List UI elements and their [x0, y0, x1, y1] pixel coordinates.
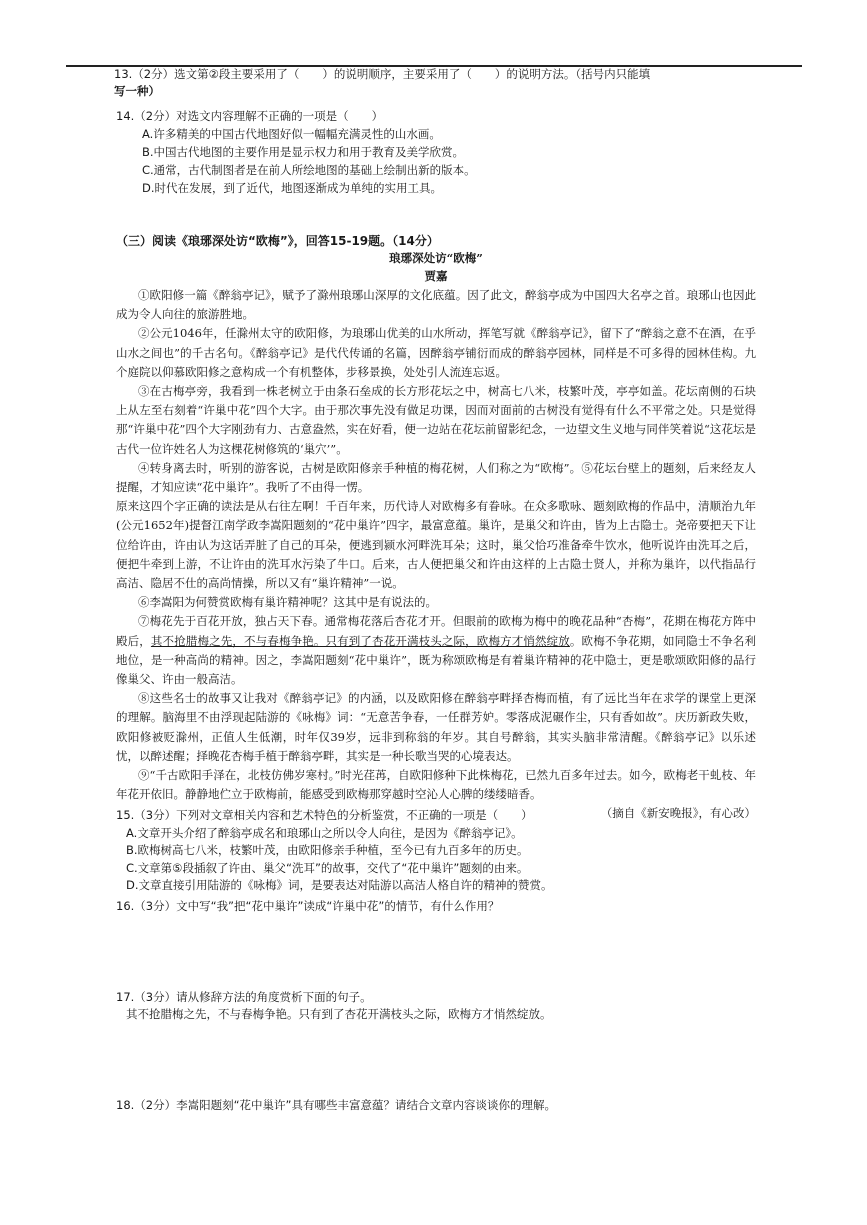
q16-stem: 16.（3分）文中写“我”把“花中巢许”读成“许巢中花”的情节，有什么作用？ [116, 899, 500, 913]
article-paragraph-3: ③在古梅亭旁，我看到一株老树立于由条石垒成的长方形花坛之中，树高七八米，枝繁叶茂，亭亭如盖。花坛南侧的石块上从左至右刻着“许巢中花”四个大字。由于那次事先没有做足功课，因而对面前的古树没有觉得有什么不平常之处。只是觉得那“许巢中花”四个大字刚劲有力、古意盎然，实在好看，便一边站在花坛前留影纪念，一边望文生义地与同伴笑着说“这花坛是古代一位许姓名人为这棵花树修筑的‘巢穴’”。 [116, 384, 756, 456]
article-paragraph-4: ④转身离去时，听别的游客说，古树是欧阳修亲手种植的梅花树，人们称之为“欧梅”。⑤花坛台壁上的题刻，后来经友人提醒，才知应读“花中巢许”。我听了不由得一愣。 [116, 460, 756, 495]
q15-option-d: D.文章直接引用陆游的《咏梅》词，是要表达对陆游以高洁人格自许的精神的赞赏。 [126, 878, 553, 892]
question-16 [116, 898, 756, 915]
article-author: 贾嘉 [424, 269, 448, 283]
q18-stem: 18.（2分）李嵩阳题刻“花中巢许”具有哪些丰富意蕴？请结合文章内容谈谈你的理解。 [116, 1098, 557, 1112]
q15-option-c: C.文章第⑤段插叙了许由、巢父“洗耳”的故事，交代了“花中巢许”题刻的由来。 [126, 860, 529, 875]
section-3-heading: （三）阅读《琅琊深处访“欧梅”》，回答15-19题。（14分） [116, 234, 439, 248]
para7-part-a: ⑦梅花先于百花开放，独占天下春。通常梅花落后杏花才开。但眼前的欧梅为梅中的晚花品种“杏梅”，花期在梅花方阵中殿后， [116, 614, 756, 648]
q14-option-a: A.许多精美的中国古代地图好似一幅幅充满灵性的山水画。 [142, 127, 441, 141]
q17-stem: 17.（3分）请从修辞方法的角度赏析下面的句子。 [116, 990, 372, 1004]
q15-option-a: A.文章开头介绍了醉翁亭成名和琅琊山之所以令人向往，是因为《醉翁亭记》。 [126, 825, 523, 840]
question-13 [116, 66, 756, 100]
question-14 [116, 107, 756, 197]
q14-option-c: C.通常，古代制图者是在前人所绘地图的基础上绘制出新的版本。 [142, 163, 476, 177]
article-paragraph-8: ⑧这些名士的故事又让我对《醉翁亭记》的内涵，以及欧阳修在醉翁亭畔择杏梅而植，有了远比当年在求学的课堂上更深的理解。脑海里不由浮现起陆游的《咏梅》词：“无意苦争春，一任群芳妒。零落成泥碾作尘，只有香如故”。庆历新政失败，欧阳修被贬滁州，正值人生低潮，时年仅39岁，远非到称翁的年岁。其自号醉翁，其实头脑非常清醒。《醉翁亭记》以乐述忧，以醉述醒；择晚花杏梅手植于醉翁亭畔，其实是一种长歌当哭的心境表达。 [116, 691, 756, 763]
para7-underlined-sentence: 其不抢腊梅之先，不与春梅争艳。只有到了杏花开满枝头之际，欧梅方才悄然绽放 [150, 633, 570, 648]
question-17 [116, 989, 756, 1023]
article-source: （摘自《新安晚报》，有心改） [600, 806, 756, 821]
q15-stem: 15.（3分）下列对文章相关内容和艺术特色的分析鉴赏，不正确的一项是（ ） [116, 808, 533, 822]
article-title: 琅琊深处访“欧梅” [389, 251, 483, 265]
question-15 [116, 807, 756, 895]
question-18 [116, 1097, 756, 1114]
article-paragraph-1: ①欧阳修一篇《醉翁亭记》，赋予了滁州琅琊山深厚的文化底蕴。因了此文，醉翁亭成为中国四大名亭之首。琅琊山也因此成为令人向往的旅游胜地。 [116, 288, 756, 322]
q13-line2: 写一种） [114, 84, 160, 98]
q14-option-b: B.中国古代地图的主要作用是显示权力和用于教育及美学欣赏。 [142, 145, 465, 159]
article-paragraph-5: 原来这四个字正确的读法是从右往左啊！千百年来，历代诗人对欧梅多有眷咏。在众多歌咏、题刻欧梅的作品中，清顺治九年(公元1652年)提督江南学政李嵩阳题刻的“花中巢许”四字，最富意蕴。巢许，是巢父和许由，皆为上古隐士。尧帝要把天下让位给许由，许由认为这话弄脏了自己的耳朵，便逃到颍水河畔洗耳朵；这时，巢父恰巧准备牵牛饮水，他听说许由洗耳之后，便把牛牵到上游，不让许由的洗耳水污染了牛口。后来，古人便把巢父和许由这样的上古隐士贤人，并称为巢许，以代指品行高洁、隐居不仕的高尚情操，所以又有“巢许精神”一说。 [116, 499, 756, 591]
q13-line1: 13.（2分）选文第②段主要采用了（ ）的说明顺序，主要采用了（ ）的说明方法。（括号内只能填 [114, 67, 651, 81]
article-paragraph-9: ⑨“千古欧阳手泽在，北枝仿佛岁寒村。”时光荏苒，自欧阳修种下此株梅花，已然九百多年过去。如今，欧梅老干虬枝、年年花开依旧。静静地伫立于欧梅前，能感受到欧梅那穿越时空沁人心脾的缕缕暗香。 [116, 768, 756, 802]
article-paragraph-6: ⑥李嵩阳为何赞赏欧梅有巢许精神呢？这其中是有说法的。 [138, 595, 437, 610]
q14-option-d: D.时代在发展，到了近代，地图逐渐成为单纯的实用工具。 [142, 181, 443, 195]
q14-stem: 14.（2分）对选文内容理解不正确的一项是（ ） [116, 109, 384, 123]
q15-option-b: B.欧梅树高七八米，枝繁叶茂，由欧阳修亲手种植，至今已有九百多年的历史。 [126, 843, 529, 857]
article-body [116, 286, 756, 824]
article-paragraph-2: ②公元1046年，任滁州太守的欧阳修，为琅琊山优美的山水所动，挥笔写就《醉翁亭记》，留下了“醉翁之意不在酒，在乎山水之间也”的千古名句。《醉翁亭记》是代代传诵的名篇，因醉翁亭铺衍而成的醉翁亭园林，同样是不可多得的园林佳构。九个庭院以仰慕欧阳修之意构成一个有机整体，步移景换，处处引人流连忘返。 [116, 326, 756, 379]
article-paragraph-7 [116, 612, 756, 689]
q17-sentence: 其不抢腊梅之先，不与春梅争艳。只有到了杏花开满枝头之际，欧梅方才悄然绽放。 [126, 1007, 552, 1021]
para7-part-b: 。欧梅不争花期，如同隐士不争名利地位，是一种高尚的精神。因之，李嵩阳题刻“花中巢许”，既为称颂欧梅是有着巢许精神的花中隐士，更是歌颂欧阳修的品行像巢父、许由一般高洁。 [116, 633, 757, 687]
